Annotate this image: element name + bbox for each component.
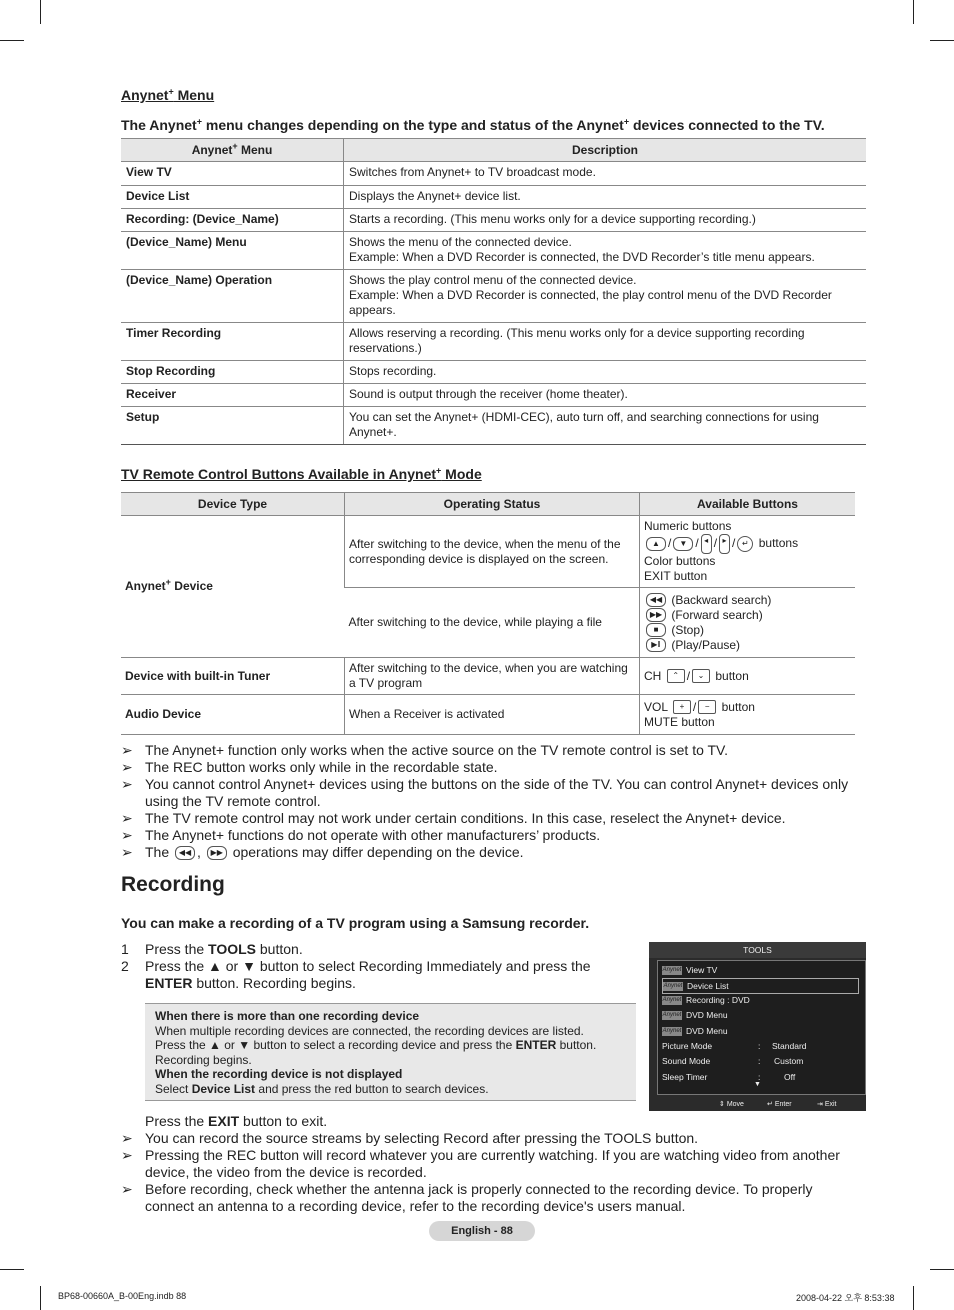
step-text-bold: ENTER	[145, 975, 193, 991]
crop-mark	[930, 1269, 954, 1270]
exit-instruction	[145, 1113, 327, 1129]
buttons-line: Color buttons	[644, 554, 716, 568]
sup: +	[623, 116, 630, 127]
crop-mark	[930, 40, 954, 41]
remote-heading-text: TV Remote Control Buttons Available in Anynet	[121, 466, 437, 482]
menu-name: View TV	[121, 162, 344, 186]
exit-label: Exit	[824, 1101, 837, 1108]
enter-icon: ↵	[737, 536, 753, 552]
menu-desc: You can set the Anynet+ (HDMI-CEC), auto turn off, and searching connections for using Anynet+.	[344, 407, 867, 445]
step-text-part: button.	[256, 941, 303, 957]
buttons-text: (Stop)	[671, 622, 705, 637]
info-text-part: and press the red button to search devices.	[255, 1081, 489, 1096]
remote-heading	[121, 466, 482, 482]
header-desc: Description	[344, 139, 867, 162]
note-item	[121, 1130, 861, 1147]
menu-desc: Starts a recording. (This menu works only for a device supporting recording.)	[344, 209, 867, 232]
recording-title: Recording	[121, 873, 225, 896]
buttons-text: button	[721, 699, 755, 714]
intro-a: The Anynet	[121, 117, 197, 133]
buttons-cell	[640, 516, 856, 588]
down-arrow-icon: ▼	[673, 537, 693, 551]
volume-down-icon: −	[698, 700, 716, 714]
desc-line: Shows the menu of the connected device.	[349, 235, 572, 249]
status-cell: After switching to the device, when you are watching a TV program	[345, 658, 640, 695]
arrow-icon: ➢	[121, 810, 133, 826]
menu-name: Stop Recording	[121, 361, 344, 384]
note-text: The Anynet+ functions do not operate with other manufacturers’ products.	[145, 827, 601, 843]
crop-mark	[0, 1269, 24, 1270]
crop-mark	[40, 0, 41, 24]
table-header-row	[121, 493, 855, 516]
setting-label: Sleep Timer	[662, 1072, 708, 1082]
info-text	[155, 1082, 626, 1097]
status-cell: After switching to the device, when the menu of the corresponding device is displayed on the screen.	[345, 516, 640, 588]
device-anynet	[121, 516, 345, 658]
menu-name: Setup	[121, 407, 344, 445]
footer-date: 2008-04-22 오후 8:53:38	[796, 1293, 895, 1303]
left-arrow-icon: ◂	[701, 534, 712, 554]
tools-setting[interactable]	[662, 1054, 857, 1068]
sup: +	[168, 86, 174, 97]
desc-line: Example: When a DVD Recorder is connected, the DVD Recorder’s title menu appears.	[349, 250, 815, 264]
enter-label: Enter	[774, 1101, 792, 1108]
setting-label: Picture Mode	[662, 1041, 713, 1051]
buttons-text: button	[715, 668, 749, 683]
device-audio: Audio Device	[121, 695, 345, 735]
colon: :	[758, 1056, 761, 1066]
tools-item[interactable]	[662, 1008, 857, 1022]
fast-forward-icon: ▶▶	[646, 608, 666, 622]
stop-icon: ■	[646, 623, 666, 637]
buttons-line	[644, 608, 851, 623]
fast-forward-icon: ▶▶	[207, 846, 227, 860]
section-heading-suffix: Menu	[173, 87, 215, 103]
page-number: English - 88	[429, 1221, 535, 1241]
crop-mark	[913, 1286, 914, 1310]
setting-label: Sound Mode	[662, 1056, 711, 1066]
anynet-logo: Anynet	[662, 967, 682, 974]
table-row	[121, 384, 866, 407]
buttons-text: (Forward search)	[671, 607, 763, 622]
setting-value: Off	[784, 1072, 796, 1082]
info-heading: When the recording device is not displayed	[155, 1067, 403, 1081]
buttons-cell	[640, 588, 856, 658]
table-row	[121, 658, 855, 695]
info-text-part: Press the ▲ or ▼ button to select a recording device and press the	[155, 1038, 516, 1052]
exit-text-bold: EXIT	[208, 1113, 240, 1129]
tools-item[interactable]	[662, 1024, 857, 1038]
table-row	[121, 361, 866, 384]
buttons-line: MUTE button	[644, 714, 715, 729]
table-row	[121, 186, 866, 209]
section-heading	[121, 87, 214, 103]
anynet-logo: Anynet	[662, 1028, 682, 1035]
device-tuner: Device with built-in Tuner	[121, 658, 345, 695]
table-row	[121, 323, 866, 361]
menu-name: (Device_Name) Menu	[121, 232, 344, 270]
tools-title: TOOLS	[649, 942, 866, 958]
table-header-row	[121, 139, 866, 162]
sup: +	[165, 577, 171, 587]
header-device: Device Type	[121, 493, 345, 516]
menu-desc: Sound is output through the receiver (home theater).	[344, 384, 867, 407]
buttons-text: (Play/Pause)	[671, 637, 741, 652]
note-item	[121, 810, 861, 827]
table-row	[121, 270, 866, 323]
arrow-icon: ➢	[121, 1130, 133, 1146]
arrow-icon: ➢	[121, 827, 133, 843]
status-cell: When a Receiver is activated	[345, 695, 640, 735]
rewind-icon: ◀◀	[646, 593, 666, 607]
exit-icon: ⇥	[817, 1101, 823, 1108]
tools-setting[interactable]	[662, 1039, 857, 1053]
colon: :	[758, 1072, 761, 1082]
rewind-icon: ◀◀	[175, 846, 195, 860]
step-text-part: button. Recording begins.	[192, 975, 356, 991]
tools-item-label: DVD Menu	[686, 1010, 728, 1020]
step-text-part: Press the ▲ or ▼ button to select Recording Immediately and press the	[145, 958, 591, 974]
note-text: You cannot control Anynet+ devices using the buttons on the side of the TV. You can control Anynet+ devices only using the TV remote control.	[145, 776, 849, 809]
buttons-line	[644, 638, 851, 653]
header-status: Operating Status	[345, 493, 640, 516]
table-row	[121, 516, 855, 588]
notes-list-2	[121, 1130, 861, 1215]
info-heading: When there is more than one recording device	[155, 1009, 420, 1023]
table-row	[121, 232, 866, 270]
desc-line: Example: When a DVD Recorder is connected, the play control menu of the DVD Recorder appears.	[349, 288, 832, 317]
anynet-logo: Anynet	[662, 997, 682, 1004]
buttons-line: VOL + / − button	[644, 699, 755, 714]
table-row	[121, 209, 866, 232]
intro-c: devices connected to the TV.	[629, 117, 825, 133]
crop-mark	[40, 1286, 41, 1310]
exit-text: button to exit.	[239, 1113, 328, 1129]
arrow-icon: ➢	[121, 776, 133, 792]
tools-item-selected[interactable]	[662, 978, 859, 994]
note-text: operations may differ depending on the device.	[232, 844, 524, 860]
note-item	[121, 1181, 861, 1215]
note-item	[121, 827, 861, 844]
note-item: ➢ The ◀◀ , ▶▶ operations may differ depending on the device.	[121, 844, 524, 860]
desc-line: Shows the play control menu of the connected device.	[349, 273, 637, 287]
move-icon: ⇕	[719, 1101, 725, 1108]
buttons-text: buttons	[758, 536, 799, 551]
tools-item-label: Recording : DVD	[686, 995, 750, 1005]
buttons-line	[644, 623, 851, 638]
buttons-cell	[640, 695, 856, 735]
note-text: You can record the source streams by selecting Record after pressing the TOOLS button.	[145, 1130, 699, 1146]
setting-value: Custom	[774, 1056, 804, 1066]
menu-name: Recording: (Device_Name)	[121, 209, 344, 232]
move-hint	[719, 1100, 744, 1108]
menu-desc: Displays the Anynet+ device list.	[344, 186, 867, 209]
step-2	[121, 958, 636, 992]
note-text: Pressing the REC button will record whatever you are currently watching. If you are watching video from another device, the video from the device is recorded.	[145, 1147, 840, 1180]
tools-item-label: View TV	[686, 965, 718, 975]
status-cell: After switching to the device, while playing a file	[345, 588, 640, 658]
table-row	[121, 162, 866, 186]
remote-buttons-table	[121, 492, 855, 735]
step-number: 2	[121, 958, 129, 974]
header-text: Anynet	[191, 143, 233, 157]
enter-icon: ↵	[767, 1101, 773, 1108]
arrow-icon: ➢	[121, 1181, 133, 1197]
buttons-line: Numeric buttons	[644, 519, 732, 533]
step-text	[145, 941, 303, 958]
right-arrow-icon: ▸	[719, 534, 730, 554]
tools-panel	[657, 960, 866, 1095]
buttons-line: ▲ / ▼ / ◂ / ▸ / ↵ buttons	[644, 534, 851, 554]
note-item	[121, 1147, 861, 1181]
arrow-icon: ➢	[121, 759, 133, 775]
remote-heading-suffix: Mode	[441, 466, 482, 482]
tools-item[interactable]	[662, 963, 857, 977]
play-pause-icon: ▶‖	[646, 638, 666, 652]
menu-desc	[344, 232, 867, 270]
tools-item-label: Device List	[687, 981, 729, 991]
move-label: Move	[726, 1101, 744, 1108]
crop-mark	[913, 0, 914, 24]
channel-down-icon: ⌄	[692, 669, 710, 683]
volume-up-icon: +	[673, 700, 691, 714]
note-item	[121, 776, 861, 810]
arrow-icon: ➢	[121, 1147, 133, 1163]
footer-file: BP68-00660A_B-00Eng.indb 88	[58, 1291, 187, 1301]
sup: +	[232, 141, 238, 151]
menu-name: Device List	[121, 186, 344, 209]
enter-hint	[767, 1100, 792, 1108]
header-text: Menu	[237, 143, 273, 157]
menu-desc	[344, 270, 867, 323]
table-row	[121, 695, 855, 735]
anynet-logo: Anynet	[662, 1012, 682, 1019]
info-text-part: button. Recording begins.	[155, 1038, 597, 1067]
menu-name: Receiver	[121, 384, 344, 407]
setting-value: Standard	[772, 1041, 807, 1051]
exit-text: Press the	[145, 1113, 209, 1129]
menu-name: Timer Recording	[121, 323, 344, 361]
step-1	[121, 941, 636, 958]
scroll-down-icon[interactable]: ▼	[754, 1081, 761, 1088]
intro-b: menu changes depending on the type and status of the Anynet	[201, 117, 624, 133]
buttons-line: EXIT button	[644, 569, 708, 583]
table-row	[121, 407, 866, 445]
info-text-part: Select	[155, 1081, 192, 1096]
menu-name: (Device_Name) Operation	[121, 270, 344, 323]
info-text: When multiple recording devices are connected, the recording devices are listed.	[155, 1023, 584, 1038]
intro-line	[121, 117, 825, 133]
note-item	[121, 759, 861, 776]
step-text-part: Press the	[145, 941, 209, 957]
buttons-text: (Backward search)	[671, 592, 772, 607]
info-text	[155, 1038, 626, 1067]
header-menu	[121, 139, 344, 162]
sup: +	[196, 116, 202, 127]
section-heading-text: Anynet	[121, 87, 169, 103]
sup: +	[436, 465, 442, 476]
menu-desc: Stops recording.	[344, 361, 867, 384]
note-item	[121, 742, 861, 759]
buttons-cell: CH ⌃ / ⌄ button	[640, 658, 856, 695]
anynet-logo: Anynet	[663, 983, 683, 990]
info-text-bold: ENTER	[515, 1038, 557, 1052]
buttons-line	[644, 593, 851, 608]
exit-hint	[817, 1100, 837, 1108]
step-number: 1	[121, 941, 129, 957]
crop-mark	[0, 40, 24, 41]
header-buttons: Available Buttons	[640, 493, 856, 516]
info-box	[145, 1003, 636, 1101]
note-text: Before recording, check whether the antenna jack is properly connected to the recording device. To properly connect an antenna to a recording device, refer to the recording device's users manual.	[145, 1181, 813, 1214]
step-text	[145, 958, 640, 992]
menu-desc: Switches from Anynet+ to TV broadcast mode.	[344, 162, 867, 186]
anynet-menu-table	[121, 138, 866, 445]
recording-subtitle: You can make a recording of a TV program using a Samsung recorder.	[121, 915, 590, 931]
note-text: The TV remote control may not work under certain conditions. In this case, reselect the Anynet+ device.	[145, 810, 786, 826]
tools-item-label: DVD Menu	[686, 1026, 728, 1036]
info-text-bold: Device List	[191, 1081, 256, 1096]
tools-item[interactable]	[662, 993, 857, 1007]
buttons-text: CH	[644, 668, 662, 683]
note-text: The Anynet+ function only works when the active source on the TV remote control is set to TV.	[145, 742, 729, 758]
arrow-icon: ➢	[121, 844, 133, 860]
colon: :	[758, 1041, 761, 1051]
channel-up-icon: ⌃	[667, 669, 685, 683]
menu-desc: Allows reserving a recording. (This menu works only for a device supporting recording reservations.)	[344, 323, 867, 361]
device-text: Anynet	[125, 579, 166, 593]
arrow-icon: ➢	[121, 742, 133, 758]
device-text: Device	[170, 579, 213, 593]
buttons-text: VOL	[644, 699, 668, 714]
tools-screen	[649, 942, 866, 1111]
up-arrow-icon: ▲	[646, 537, 666, 551]
step-text-bold: TOOLS	[208, 941, 256, 957]
notes-list	[121, 742, 861, 861]
note-text: The REC button works only while in the recordable state.	[145, 759, 498, 775]
